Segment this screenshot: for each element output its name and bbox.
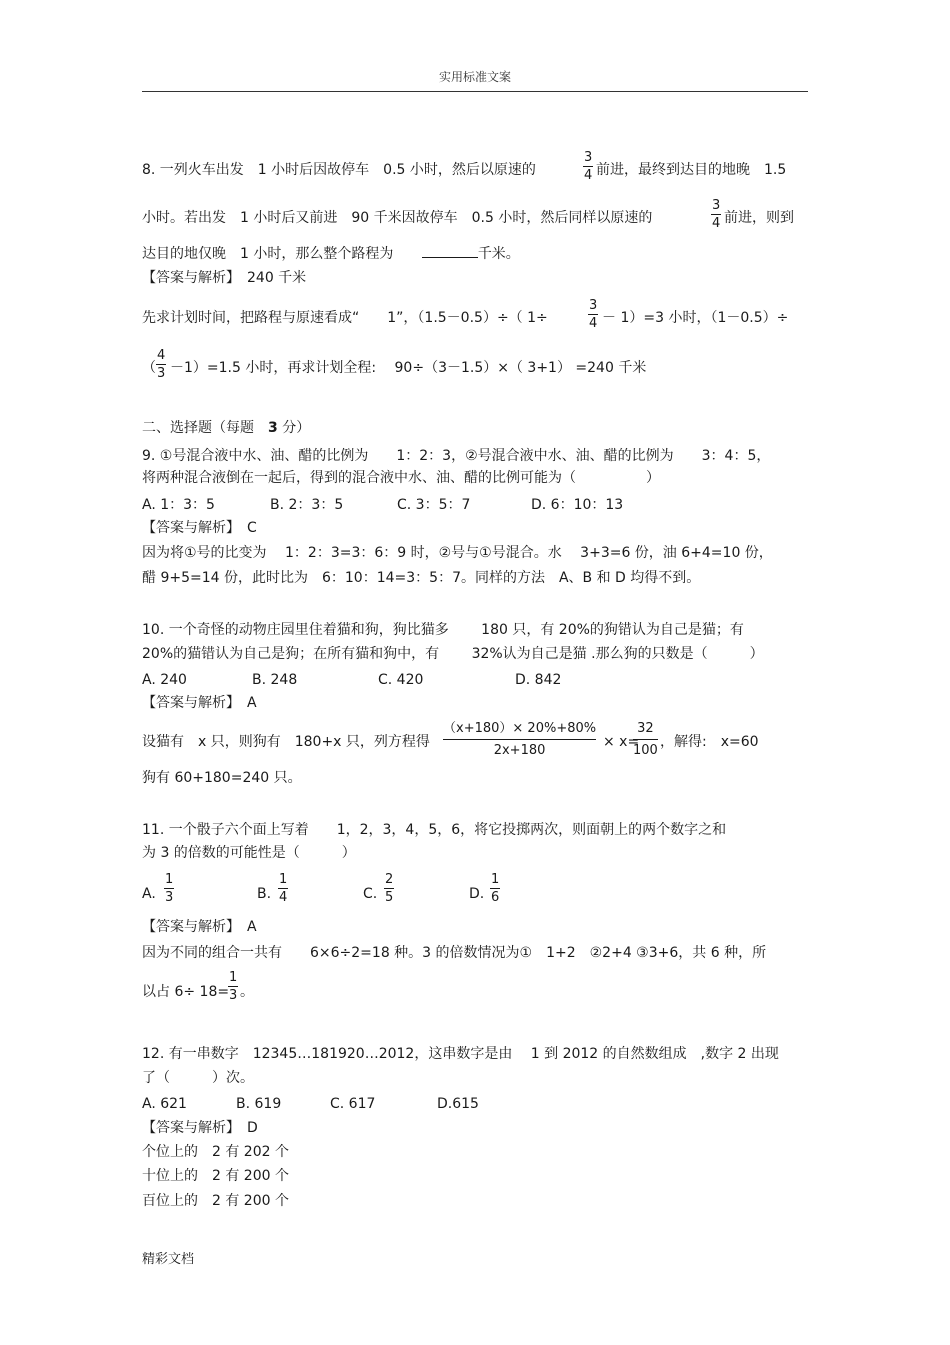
- q8-answer: 【答案与解析】 240 千米: [142, 270, 307, 286]
- q8-line1a: 8. 一列火车出发 1 小时后因故停车 0.5 小时，然后以原速的: [142, 162, 536, 178]
- q8-solfrac1-num: 3: [589, 298, 598, 313]
- q12-solution-3: 百位上的 2 有 200 个: [142, 1193, 289, 1209]
- q8-fraction-2: [711, 198, 721, 231]
- q12-solution-2: 十位上的 2 有 200 个: [142, 1168, 289, 1184]
- q11-option-d-fraction: [490, 872, 500, 905]
- q10-line1: 10. 一个奇怪的动物庄园里住着猫和狗，狗比猫多 180 只，有 20%的狗错认为自己是猫；有: [142, 622, 744, 638]
- q11-opt-b-num: 1: [279, 872, 288, 887]
- q8-line3a: 达目的地仅晚 1 小时，那么整个路程为: [142, 246, 394, 262]
- q9-option-a: A. 1：3：5: [142, 497, 215, 513]
- q9-line1: 9. ①号混合液中水、油、醋的比例为 1：2：3，②号混合液中水、油、醋的比例为 3：4：5，: [142, 448, 771, 464]
- q11-line2: 为 3 的倍数的可能性是（ ）: [142, 845, 356, 861]
- q9-option-c: C. 3：5：7: [397, 497, 471, 513]
- q10-solution-1b: × x=: [603, 734, 640, 750]
- q11-opt-b-den: 4: [279, 890, 288, 905]
- q11-line1: 11. 一个骰子六个面上写着 1，2，3，4，5，6，将它投掷两次，则面朝上的两个数字之和: [142, 822, 727, 838]
- q8-line3b: 千米。: [477, 246, 520, 262]
- fraction-bar: [443, 739, 596, 740]
- q11-solution-1: 因为不同的组合一共有 6×6÷2=18 种。3 的倍数情况为① 1+2 ②2+4 ③3+6，共 6 种，所: [142, 945, 767, 961]
- q8-frac1-den: 4: [584, 168, 593, 183]
- fraction-bar: [711, 214, 721, 215]
- q10-eq2-numerator: 32: [637, 721, 654, 736]
- q11-option-b-fraction: [278, 872, 288, 905]
- header-rule: [142, 91, 808, 92]
- q11-sol-fraction: [228, 970, 238, 1003]
- q11-option-c-label: C.: [363, 886, 378, 902]
- q8-solfrac2-den: 3: [157, 366, 166, 381]
- fraction-bar: [228, 986, 238, 987]
- q8-frac2-num: 3: [712, 198, 721, 213]
- q9-option-d: D. 6：10：13: [531, 497, 624, 513]
- section-title-text: 二、选择题（每题: [142, 420, 268, 436]
- section-unit: 分）: [277, 420, 311, 436]
- q10-eq2-denominator: 100: [633, 743, 658, 758]
- q11-opt-d-num: 1: [491, 872, 500, 887]
- page-header: 实用标准文案: [438, 70, 511, 84]
- q8-line2b: 前进，则到: [724, 210, 794, 226]
- q12-line2: 了（ ）次。: [142, 1070, 254, 1086]
- q12-option-a: A. 621: [142, 1096, 187, 1112]
- q8-line1b: 前进，最终到达目的地晚 1.5: [596, 162, 787, 178]
- q11-answer: 【答案与解析】 A: [142, 919, 257, 935]
- q12-solution-1: 个位上的 2 有 202 个: [142, 1144, 289, 1160]
- q9-solution-2: 醋 9+5=14 份，此时比为 6：10：14=3：5：7。同样的方法 A、B 和 D 均得不到。: [142, 570, 701, 586]
- q10-eq-denominator: 2x+180: [493, 743, 546, 758]
- q11-opt-c-den: 5: [385, 890, 394, 905]
- q8-solution-2a: （: [142, 360, 156, 376]
- section-points: 3: [268, 420, 278, 436]
- fraction-bar: [490, 888, 500, 889]
- q8-solution-2b: －1）=1.5 小时，再求计划全程: 90÷（3－1.5）×（ 3+1） =240 千米: [170, 360, 647, 376]
- answer-blank: [422, 243, 478, 258]
- q12-option-c: C. 617: [330, 1096, 376, 1112]
- q10-option-c: C. 420: [378, 672, 424, 688]
- fraction-bar: [278, 888, 288, 889]
- q10-equation-fraction-2: [633, 720, 658, 759]
- fraction-bar: [633, 739, 658, 740]
- q9-solution-1: 因为将①号的比变为 1：2：3=3：6：9 时，②号与①号混合。水 3+3=6 份，油 6+4=10 份，: [142, 545, 773, 561]
- q11-option-b-label: B.: [257, 886, 272, 902]
- q11-option-a-label: A.: [142, 886, 156, 902]
- q10-option-a: A. 240: [142, 672, 187, 688]
- q10-option-b: B. 248: [252, 672, 298, 688]
- q9-answer: 【答案与解析】 C: [142, 520, 257, 536]
- q8-solution-1a: 先求计划时间，把路程与原速看成“ 1”，（1.5－0.5）÷（ 1÷: [142, 310, 548, 326]
- q11-solution-2a: 以占 6÷ 18=: [142, 984, 230, 1000]
- section-title: [142, 418, 310, 438]
- fraction-bar: [588, 314, 598, 315]
- fraction-bar: [583, 166, 593, 167]
- q11-solfrac-den: 3: [229, 988, 238, 1003]
- q8-frac1-num: 3: [584, 150, 593, 165]
- q10-line2: 20%的猫错认为自己是狗；在所有猫和狗中，有 32%认为自己是猫 .那么狗的只数是（ ）: [142, 646, 764, 662]
- q10-solution-1a: 设猫有 x 只，则狗有 180+x 只，列方程得: [142, 734, 430, 750]
- q9-option-b: B. 2：3：5: [270, 497, 344, 513]
- q8-solfrac1-den: 4: [589, 316, 598, 331]
- q10-eq-numerator: （x+180）× 20%+80%: [443, 721, 597, 736]
- q12-line1: 12. 有一串数字 12345…181920…2012，这串数字是由 1 到 2012 的自然数组成 ,数字 2 出现: [142, 1046, 779, 1062]
- fraction-bar: [384, 888, 394, 889]
- q8-line3: [142, 243, 520, 264]
- q11-opt-a-num: 1: [165, 872, 174, 887]
- q10-answer: 【答案与解析】 A: [142, 695, 257, 711]
- q12-option-b: B. 619: [236, 1096, 282, 1112]
- q11-solution-2b: 。: [240, 984, 254, 1000]
- q8-line2a: 小时。若出发 1 小时后又前进 90 千米因故停车 0.5 小时，然后同样以原速的: [142, 210, 653, 226]
- q8-solution-1b: － 1）=3 小时，（1－0.5）÷: [602, 310, 789, 326]
- q8-solfrac2-num: 4: [157, 348, 166, 363]
- q10-option-d: D. 842: [515, 672, 562, 688]
- fraction-bar: [156, 364, 166, 365]
- q11-option-c-fraction: [384, 872, 394, 905]
- page-footer: 精彩文档: [142, 1252, 195, 1267]
- q11-opt-d-den: 6: [491, 890, 500, 905]
- q11-option-a-fraction: [164, 872, 174, 905]
- q11-opt-a-den: 3: [165, 890, 174, 905]
- q8-sol-fraction-1: [588, 298, 598, 331]
- q8-sol-fraction-2: [156, 348, 166, 381]
- q11-solfrac-num: 1: [229, 970, 238, 985]
- q11-option-d-label: D.: [469, 886, 485, 902]
- q12-answer: 【答案与解析】 D: [142, 1120, 258, 1136]
- q10-solution-2: 狗有 60+180=240 只。: [142, 770, 302, 786]
- q10-equation-fraction: [443, 720, 596, 759]
- fraction-bar: [164, 888, 174, 889]
- q8-fraction-1: [583, 150, 593, 183]
- q11-opt-c-num: 2: [385, 872, 394, 887]
- q12-option-d: D.615: [437, 1096, 479, 1112]
- q9-line2: 将两种混合液倒在一起后，得到的混合液中水、油、醋的比例可能为（ ）: [142, 470, 660, 486]
- q8-frac2-den: 4: [712, 216, 721, 231]
- q10-solution-1c: ，解得: x=60: [660, 734, 759, 750]
